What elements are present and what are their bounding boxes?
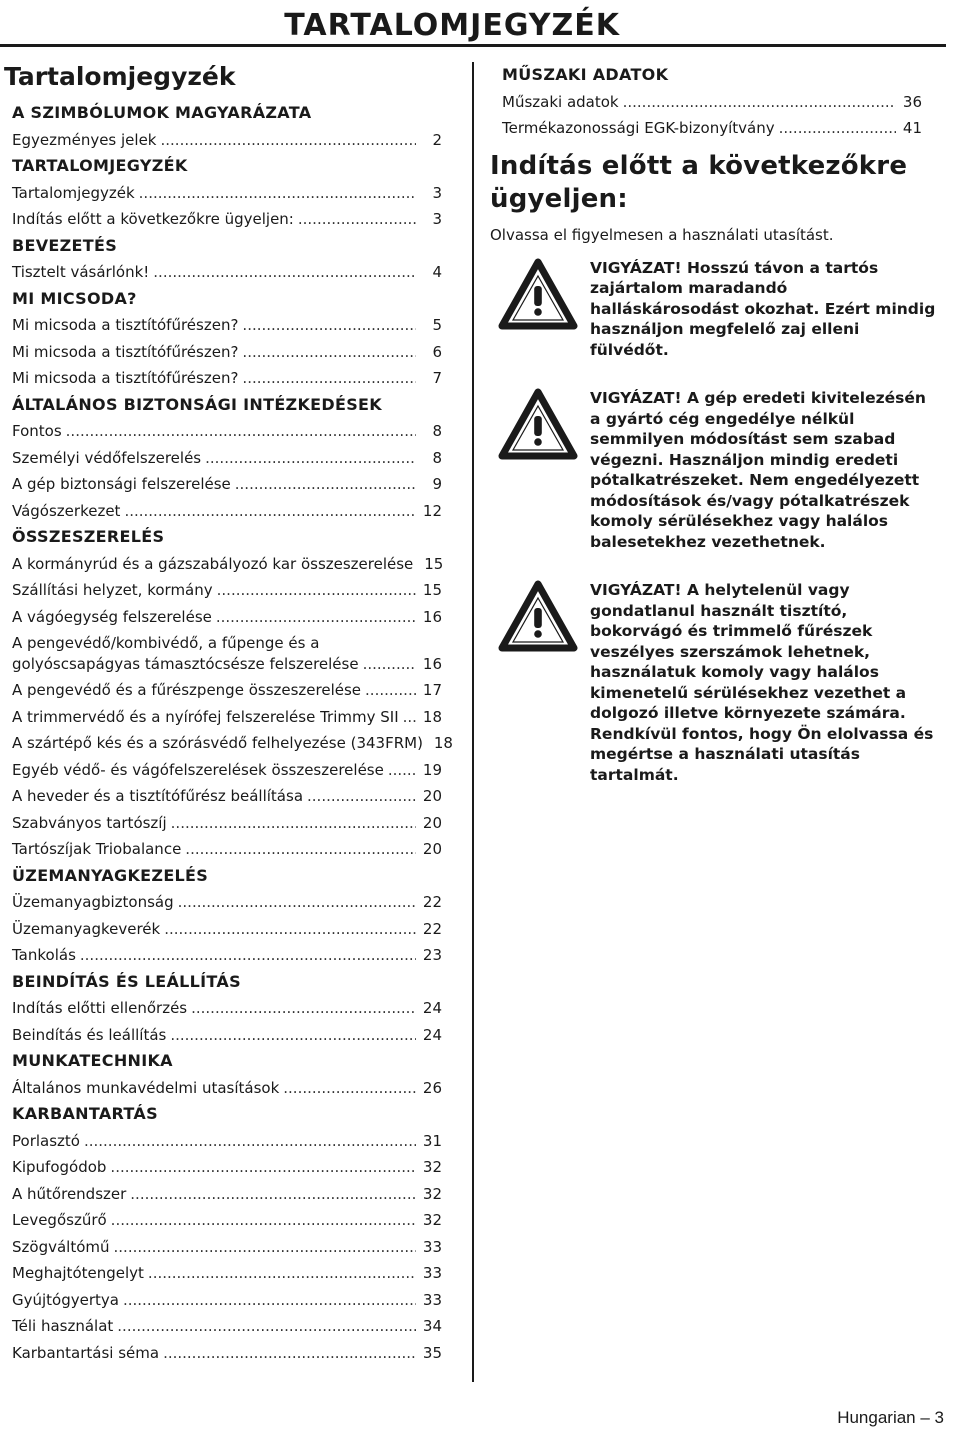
toc-list — [12, 100, 453, 1366]
toc-entry — [12, 1260, 442, 1287]
toc-entry-text: Üzemanyagkeverék — [12, 919, 161, 938]
warning-text: VIGYÁZAT! A helytelenül vagy gondatlanul használt tisztító, bokorvágó és trimmelő fűrészek veszélyes szerszámok lehetnek, használatuk komoly vagy halálos kimenetelű sérülésekhez vezethet a dolgozó illetve környezete számára. Rendkívül fontos, hogy Ön elolvassa és megértse a használati utasítás tartalmát. — [590, 581, 934, 784]
toc-entry — [12, 180, 442, 207]
toc-entry — [12, 1022, 442, 1049]
toc-entry — [12, 365, 442, 392]
toc-heading: Tartalomjegyzék — [4, 62, 236, 91]
toc-entry — [12, 704, 442, 731]
toc-entry — [12, 418, 442, 445]
warning-text: VIGYÁZAT! A gép eredeti kivitelezésén a gyártó cég engedélye nélkül semmilyen módosítást sem szabad végezni. Használjon mindig eredeti pótalkatrészeket. Nem engedélyezett módosítások és/vagy pótalkatrészek komoly sérülésekhez vagy halálos balesetekhez vezethetnek. — [590, 389, 926, 551]
toc-entry — [502, 89, 922, 116]
toc-entry-text: Tartalomjegyzék — [12, 183, 135, 202]
toc-page-number: 4 — [432, 263, 442, 281]
toc-page-number: 32 — [422, 1184, 442, 1203]
toc-entry — [12, 127, 442, 154]
toc-page-number: 26 — [422, 1078, 442, 1097]
toc-leader-dots — [84, 1128, 416, 1155]
warning-triangle-icon — [498, 580, 578, 785]
toc-entry — [12, 1340, 442, 1367]
toc-page-number: 24 — [422, 1025, 442, 1044]
toc-entry-text: Indítás előtti ellenőrzés — [12, 999, 188, 1017]
toc-leader-dots — [178, 889, 416, 916]
toc-page-number: 2 — [432, 130, 442, 149]
warning-block — [490, 258, 940, 361]
toc-entry — [12, 577, 442, 604]
toc-entry-text: A kormányrúd és a gázszabályozó kar összeszerelése — [12, 554, 414, 573]
toc-leader-dots — [171, 810, 416, 837]
toc-leader-dots — [139, 180, 416, 207]
toc-entry-text: Beindítás és leállítás — [12, 1025, 167, 1044]
toc-page-number: 3 — [432, 210, 442, 228]
toc-page-number: 18 — [433, 734, 453, 752]
toc-section-title: ÖSSZESZERELÉS — [12, 527, 165, 546]
toc-leader-dots — [148, 1260, 416, 1287]
toc-entry-text: golyóscsapágyas támasztócsésze felszerelése — [12, 655, 359, 673]
toc-page-number: 23 — [422, 946, 442, 964]
toc-leader-dots — [242, 365, 416, 392]
toc-section-title: KARBANTARTÁS — [12, 1104, 158, 1123]
toc-page-number: 22 — [422, 919, 442, 938]
toc-entry — [12, 1207, 442, 1234]
toc-leader-dots — [191, 995, 416, 1022]
toc-entry-text: Mi micsoda a tisztítófűrészen? — [12, 369, 239, 387]
toc-section-title: TARTALOMJEGYZÉK — [12, 156, 188, 175]
toc-entry — [12, 730, 453, 757]
toc-page-number: 41 — [902, 119, 922, 137]
toc-page-number: 34 — [422, 1317, 442, 1335]
toc-page-number: 33 — [422, 1264, 442, 1282]
toc-entry-text: Szögváltómű — [12, 1237, 110, 1256]
toc-entry-text: A pengevédő/kombivédő, a fűpenge és a — [12, 634, 320, 652]
toc-entry — [12, 1313, 442, 1340]
toc-leader-dots — [117, 1313, 416, 1340]
toc-page-number: 33 — [422, 1237, 442, 1256]
toc-entry-text: A trimmervédő és a nyírófej felszerelése Trimmy SII — [12, 707, 399, 726]
toc-leader-dots — [388, 757, 416, 784]
toc-entry-text: Üzemanyagbiztonság — [12, 893, 174, 911]
toc-entry — [12, 206, 442, 233]
toc-entry — [12, 836, 442, 863]
toc-page-number: 6 — [432, 342, 442, 361]
toc-entry-text: Levegőszűrő — [12, 1211, 107, 1229]
toc-leader-dots — [80, 942, 416, 969]
toc-entry-text: Porlasztó — [12, 1131, 80, 1150]
toc-entry — [12, 995, 442, 1022]
toc-entry — [12, 312, 442, 339]
toc-entry-text: Termékazonossági EGK-bizonyítvány — [502, 119, 775, 137]
column-divider — [472, 62, 474, 1382]
safety-heading: Indítás előtt a következőkre ügyeljen: — [490, 150, 908, 214]
toc-page-number: 15 — [424, 554, 444, 573]
toc-section-title: A SZIMBÓLUMOK MAGYARÁZATA — [12, 103, 312, 122]
toc-entry — [12, 1234, 442, 1261]
toc-entry-text: A vágóegység felszerelése — [12, 607, 212, 626]
toc-page-number: 31 — [422, 1131, 442, 1150]
page-footer: Hungarian – 3 — [837, 1408, 944, 1427]
toc-page-number: 33 — [422, 1290, 442, 1309]
toc-leader-dots — [403, 704, 416, 731]
toc-page-number: 17 — [422, 681, 442, 699]
toc-entry-text: Mi micsoda a tisztítófűrészen? — [12, 342, 239, 361]
toc-leader-dots — [235, 471, 416, 498]
toc-entry — [12, 551, 442, 578]
toc-leader-dots — [185, 836, 416, 863]
toc-list-continued — [490, 62, 940, 142]
toc-leader-dots — [242, 339, 416, 366]
toc-leader-dots — [111, 1207, 416, 1234]
toc-page-number: 3 — [432, 183, 442, 202]
toc-leader-dots — [110, 1154, 416, 1181]
toc-leader-dots — [124, 498, 416, 525]
toc-entry — [12, 942, 442, 969]
warnings-list — [490, 258, 940, 786]
right-column — [490, 62, 940, 813]
toc-entry-text: Általános munkavédelmi utasítások — [12, 1078, 280, 1097]
toc-page-number: 35 — [422, 1343, 442, 1362]
toc-entry — [12, 259, 442, 286]
left-column — [0, 60, 453, 1366]
toc-entry-line2 — [12, 654, 442, 675]
toc-entry — [12, 630, 442, 677]
toc-entry-text: Fontos — [12, 422, 62, 440]
toc-page-number: 36 — [902, 92, 922, 111]
toc-page-number: 8 — [432, 448, 442, 467]
toc-section-title: BEVEZETÉS — [12, 235, 118, 255]
toc-leader-dots — [363, 654, 416, 675]
toc-entry-text: A hűtőrendszer — [12, 1184, 127, 1203]
toc-entry — [12, 445, 442, 472]
toc-page-number: 12 — [422, 501, 442, 520]
toc-section-title: MŰSZAKI ADATOK — [502, 65, 669, 84]
toc-entry-text: Gyújtógyertya — [12, 1290, 119, 1309]
toc-page-number: 32 — [422, 1158, 442, 1176]
toc-entry — [12, 1075, 442, 1102]
toc-page-number: 16 — [422, 607, 442, 626]
toc-leader-dots — [217, 577, 416, 604]
toc-leader-dots — [130, 1181, 416, 1208]
toc-entry — [12, 889, 442, 916]
toc-leader-dots — [123, 1287, 416, 1314]
toc-page-number: 9 — [432, 475, 442, 493]
toc-page-number: 19 — [422, 760, 442, 779]
toc-leader-dots — [365, 677, 416, 704]
warning-block — [490, 580, 940, 785]
toc-entry-text: Karbantartási séma — [12, 1343, 160, 1362]
toc-leader-dots — [163, 1340, 416, 1367]
toc-entry — [12, 339, 442, 366]
toc-leader-dots — [283, 1075, 416, 1102]
toc-entry — [12, 916, 442, 943]
warning-triangle-icon — [498, 258, 578, 361]
toc-entry-text: Mi micsoda a tisztítófűrészen? — [12, 316, 239, 334]
toc-entry-text: A szártépő kés és a szórásvédő felhelyezése (343FRM) — [12, 734, 423, 752]
safety-intro: Olvassa el figyelmesen a használati utasítást. — [490, 225, 834, 244]
toc-entry — [12, 1154, 442, 1181]
toc-entry — [12, 1287, 442, 1314]
warning-text: VIGYÁZAT! Hosszú távon a tartós zajártalom maradandó halláskárosodást okozhat. Ezért mindig használjon megfelelő zaj elleni fülvédőt. — [590, 258, 936, 359]
toc-leader-dots — [242, 312, 416, 339]
toc-entry — [12, 498, 442, 525]
toc-entry-text: Tankolás — [12, 946, 76, 964]
toc-entry-text: Téli használat — [12, 1317, 114, 1335]
toc-page-number: 15 — [422, 581, 442, 599]
toc-entry-text: Tartószíjak Triobalance — [12, 840, 182, 858]
toc-entry-text: Indítás előtt a következőkre ügyeljen: — [12, 210, 294, 228]
toc-leader-dots — [164, 916, 416, 943]
toc-entry-text: Személyi védőfelszerelés — [12, 448, 202, 467]
toc-leader-dots — [153, 259, 416, 286]
toc-page-number: 20 — [422, 840, 442, 858]
page-header-title: TARTALOMJEGYZÉK — [284, 8, 620, 43]
toc-entry-text: A pengevédő és a fűrészpenge összeszerelése — [12, 681, 362, 699]
toc-leader-dots — [307, 783, 416, 810]
toc-page-number: 18 — [422, 707, 442, 726]
toc-page-number: 20 — [422, 787, 442, 805]
toc-entry — [502, 115, 922, 142]
toc-entry-text: Szállítási helyzet, kormány — [12, 581, 213, 599]
toc-section-title: ÜZEMANYAGKEZELÉS — [12, 865, 209, 885]
toc-entry — [12, 604, 442, 631]
toc-entry — [12, 810, 442, 837]
toc-leader-dots — [779, 115, 896, 142]
toc-entry-text: Tisztelt vásárlónk! — [12, 263, 150, 281]
toc-leader-dots — [170, 1022, 416, 1049]
toc-leader-dots — [623, 89, 896, 116]
toc-leader-dots — [216, 604, 416, 631]
toc-entry — [12, 1128, 442, 1155]
toc-entry-text: Szabványos tartószíj — [12, 813, 167, 832]
warning-triangle-icon — [498, 388, 578, 552]
toc-section-title: MI MICSODA? — [12, 288, 137, 308]
toc-page-number: 32 — [422, 1211, 442, 1229]
toc-entry-text: Meghajtótengelyt — [12, 1264, 144, 1282]
toc-leader-dots — [161, 127, 417, 154]
toc-page-number: 7 — [432, 369, 442, 387]
toc-leader-dots — [66, 418, 416, 445]
toc-page-number: 16 — [422, 655, 442, 673]
toc-page-number: 20 — [422, 813, 442, 832]
toc-entry — [12, 677, 442, 704]
toc-entry — [12, 783, 442, 810]
toc-page-number: 8 — [432, 422, 442, 440]
toc-entry — [12, 757, 442, 784]
toc-entry-text: Műszaki adatok — [502, 92, 619, 111]
toc-entry-text: Vágószerkezet — [12, 501, 121, 520]
toc-entry-text: A heveder és a tisztítófűrész beállítása — [12, 787, 304, 805]
toc-leader-dots — [298, 206, 416, 233]
toc-section-title: BEINDÍTÁS ÉS LEÁLLÍTÁS — [12, 971, 241, 991]
toc-entry-text: Egyezményes jelek — [12, 130, 157, 149]
toc-page-number: 24 — [422, 999, 442, 1017]
toc-entry-text: A gép biztonsági felszerelése — [12, 475, 231, 493]
toc-entry-text: Kipufogódob — [12, 1158, 107, 1176]
warning-block — [490, 388, 940, 552]
toc-page-number: 22 — [422, 893, 442, 911]
toc-section-title: ÁLTALÁNOS BIZTONSÁGI INTÉZKEDÉSEK — [12, 394, 382, 414]
toc-entry — [12, 1181, 442, 1208]
toc-entry-text: Egyéb védő- és vágófelszerelések összeszerelése — [12, 760, 384, 779]
toc-page-number: 5 — [432, 316, 442, 334]
toc-section-title: MUNKATECHNIKA — [12, 1051, 173, 1070]
toc-leader-dots — [205, 445, 416, 472]
header-rule — [0, 44, 946, 47]
toc-entry — [12, 471, 442, 498]
toc-leader-dots — [114, 1234, 416, 1261]
